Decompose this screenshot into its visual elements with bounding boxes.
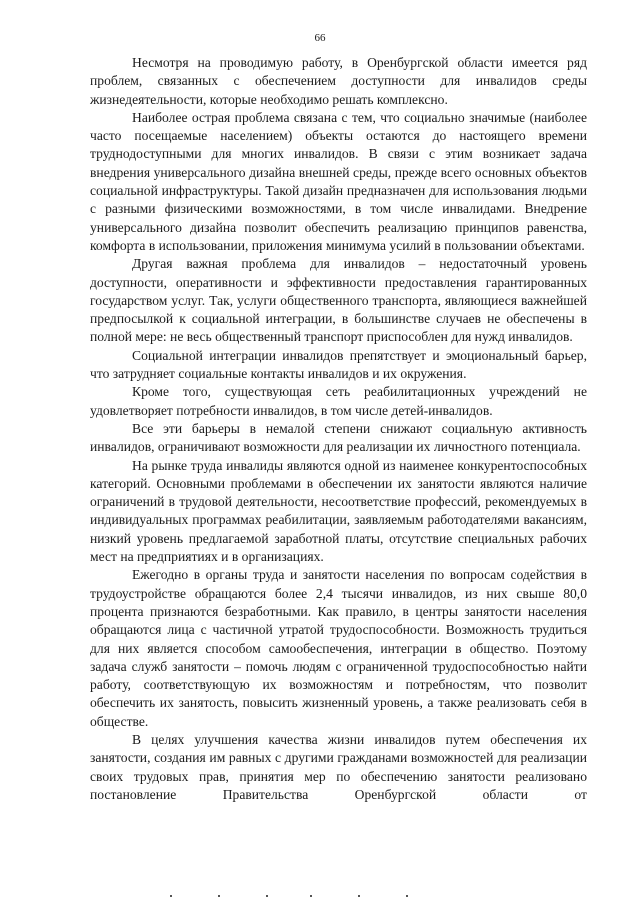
paragraph: Кроме того, существующая сеть реабилитационных учреждений не удовлетворяет потребности инвалидов, в том числе детей-инвалидов.	[90, 384, 587, 418]
paragraph: Другая важная проблема для инвалидов – недостаточный уровень доступности, оперативности и эффективности предоставления гарантированных государством услуг. Так, услуги общественного транспорта, являющиеся важнейшей предпосылкой к социальной интеграции, в большинстве случаев не обеспечены в полной мере: не весь общественный транспорт приспособлен для нужд инвалидов.	[90, 256, 587, 345]
paragraph: Социальной интеграции инвалидов препятствует и эмоциональный барьер, что затрудняет социальные контакты инвалидов и их окружения.	[90, 347, 587, 382]
page-number: 66	[314, 32, 326, 44]
paragraph: В целях улучшения качества жизни инвалидов путем обеспечения их занятости, создания им равных с другими гражданами возможностей для реализации своих трудовых прав, принятия мер по обеспечению занятости реализовано постановление Правительства Оренбургской области от	[90, 731, 587, 802]
scan-artifacts	[170, 893, 430, 899]
paragraph: Все эти барьеры в немалой степени снижают социальную активность инвалидов, ограничивают возможности для реализации их личностного потенциала.	[90, 420, 587, 455]
paragraph: Несмотря на проводимую работу, в Оренбургской области имеется ряд проблем, связанных с обеспечением доступности для инвалидов среды жизнедеятельности, которые необходимо решать комплексно.	[90, 55, 587, 107]
paragraph: Наиболее острая проблема связана с тем, что социально значимые (наиболее часто посещаемые населением) объекты остаются до настоящего времени труднодоступными для многих инвалидов. В связи с этим возникает задача внедрения универсального дизайна внешней среды, прежде всего основных объектов социальной инфраструктуры. Такой дизайн предназначен для использования людьми с разными физическими возможностями, в том числе инвалидами. Внедрение универсального дизайна позволит обеспечить реализацию принципов равенства, комфорта в использовании, приложения минимума усилий в пользовании объектами.	[90, 109, 587, 253]
document-body	[90, 54, 587, 804]
paragraph: Ежегодно в органы труда и занятости населения по вопросам содействия в трудоустройстве обращаются более 2,4 тысячи инвалидов, из них свыше 80,0 процента признаются безработными. Как правило, в центры занятости населения обращаются лица с частичной утратой трудоспособности. Возможность трудиться для них является способом самообеспечения, интеграции в общество. Поэтому задача служб занятости – помочь людям с ограниченной трудоспособностью найти работу, соответствующую их возможностям и потребностям, что позволит обеспечить их занятость, повысить жизненный уровень, а также реализовать себя в обществе.	[90, 567, 587, 729]
paragraph: На рынке труда инвалиды являются одной из наименее конкурентоспособных категорий. Основными проблемами в обеспечении их занятости являются наличие ограничений в трудовой деятельности, несоответствие профессий, рекомендуемых в индивидуальных программах реабилитации, заявляемым работодателями вакансиям, низкий уровень предлагаемой заработной платы, отсутствие специальных рабочих мест на предприятиях и в организациях.	[90, 457, 587, 565]
